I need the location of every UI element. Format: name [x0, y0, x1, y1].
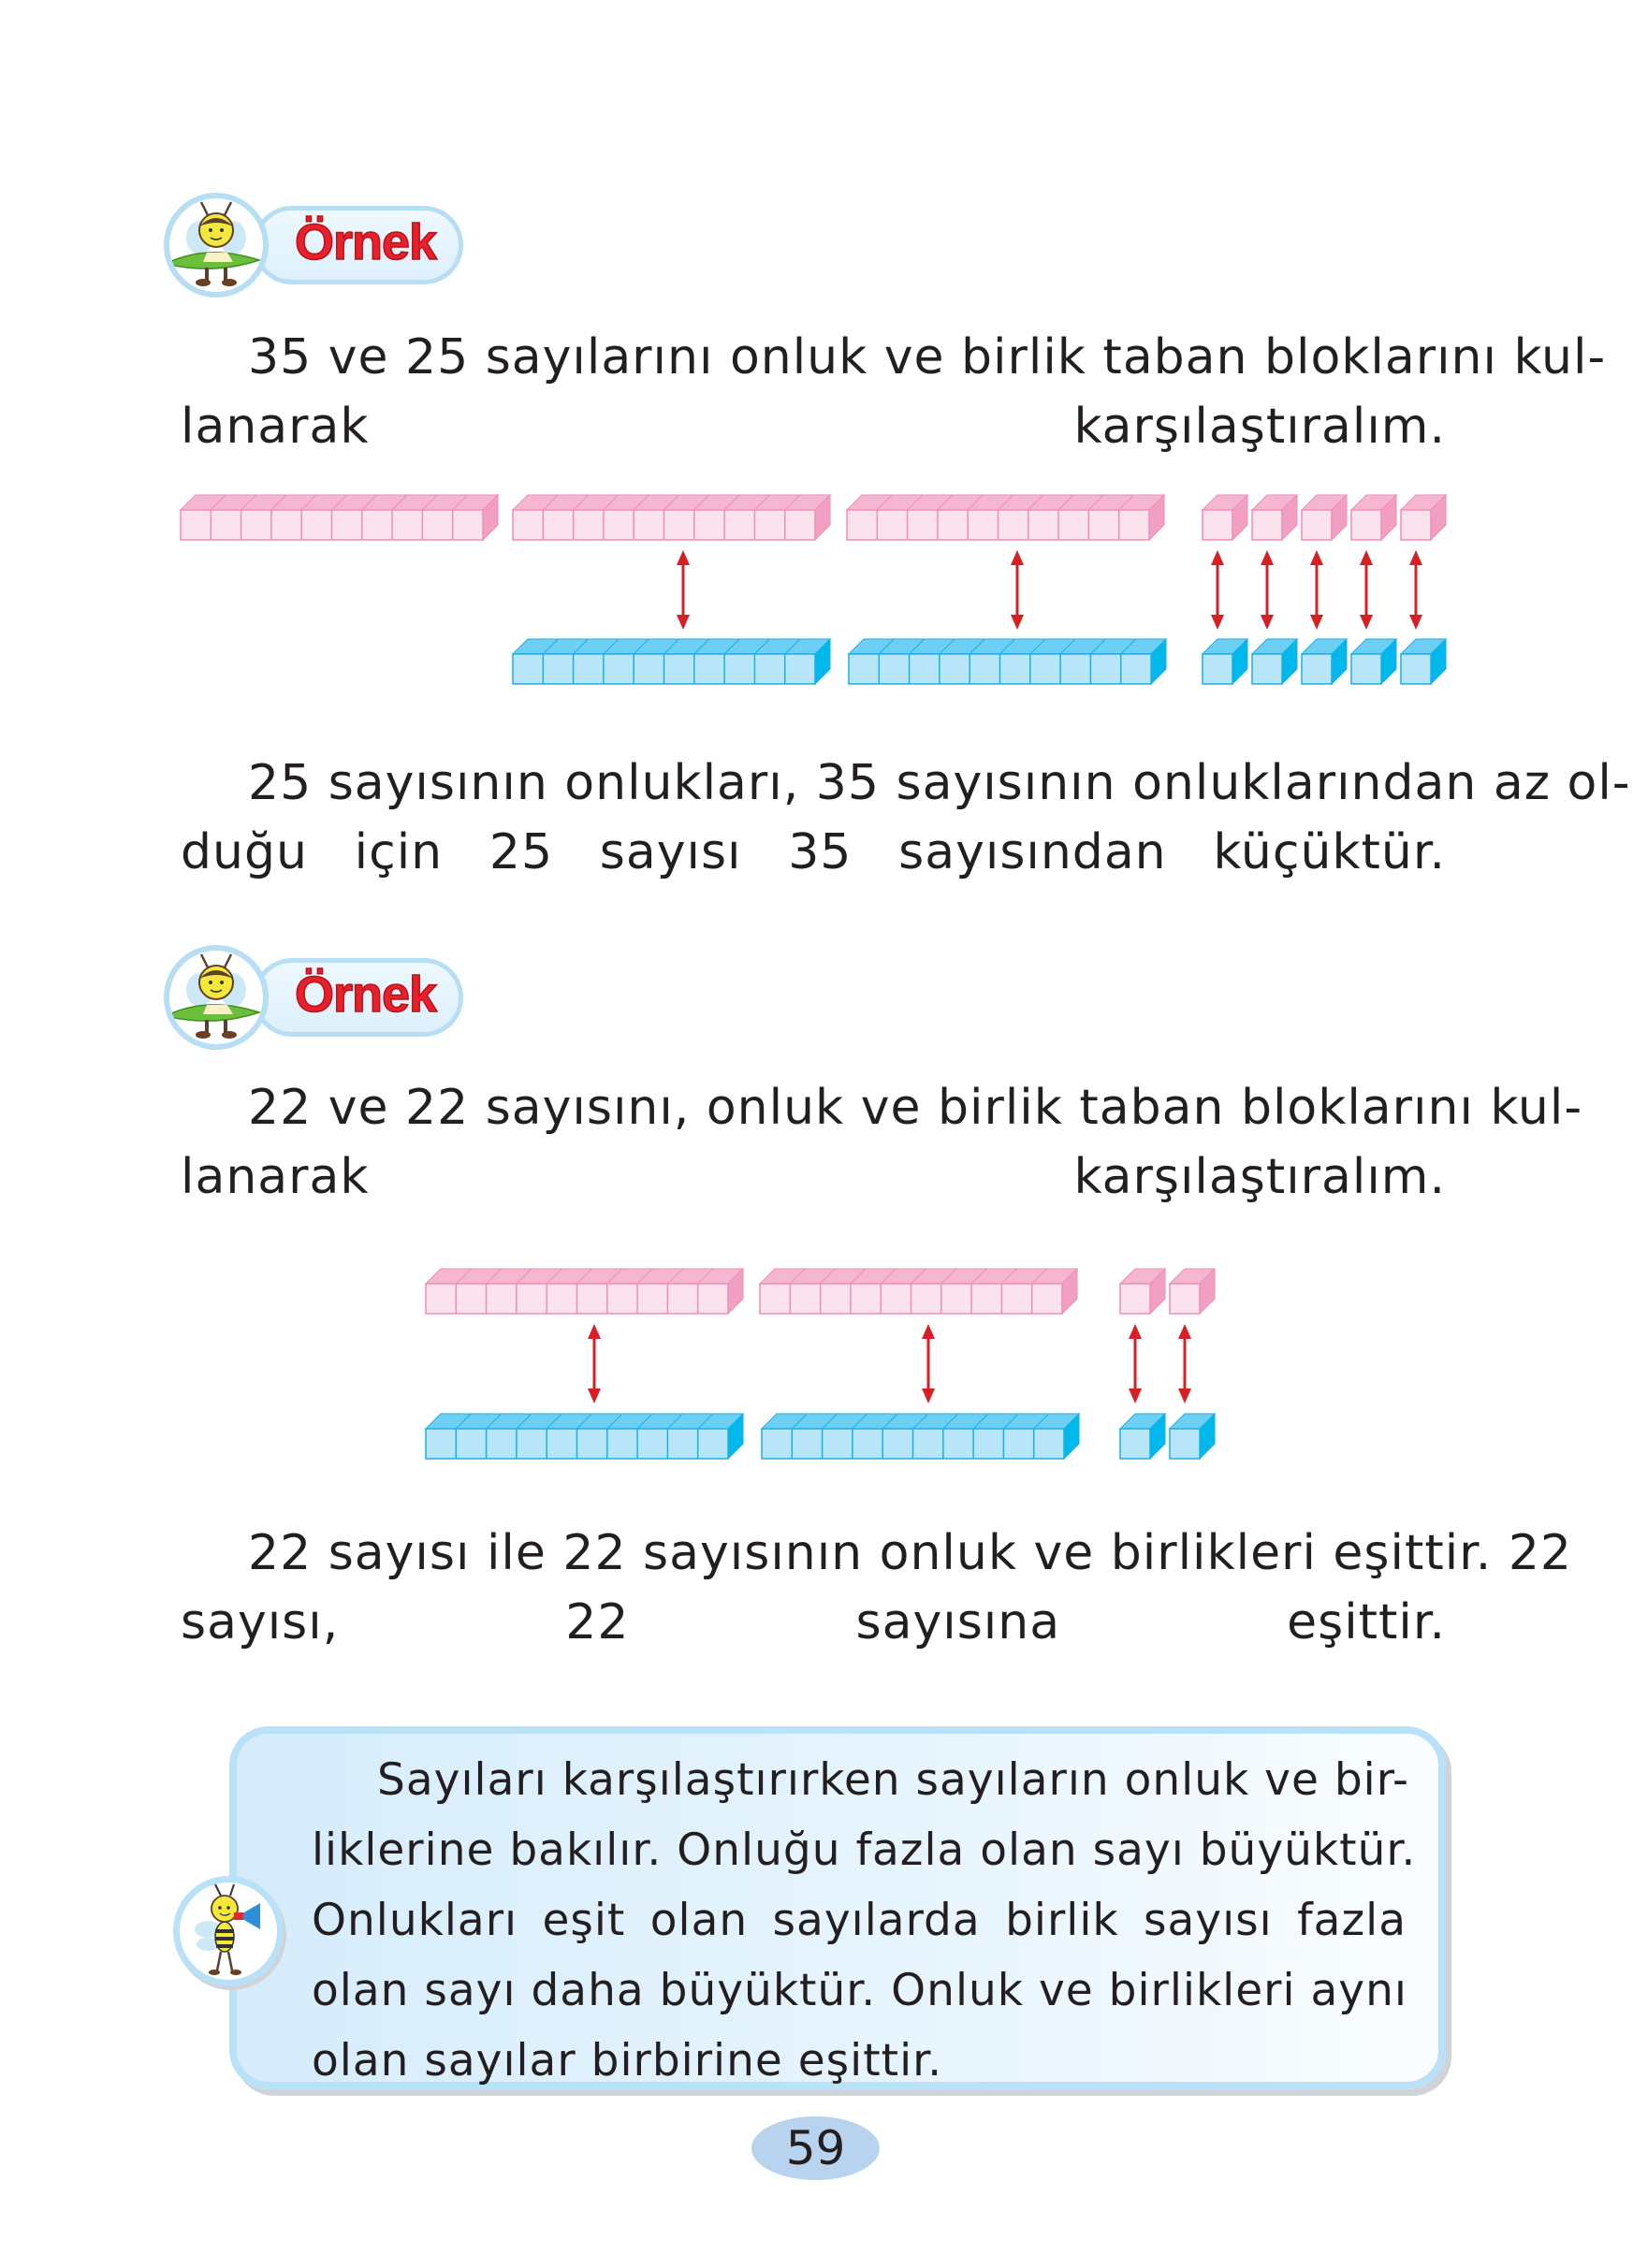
example-1-badge — [154, 193, 473, 305]
text-line: liklerine bakılır. Onluğu fazla olan sayı büyüktür. — [312, 1825, 1417, 1876]
example-1-intro — [181, 323, 1607, 461]
bee-writing-icon — [164, 945, 269, 1050]
base-ten-blocks-22-vs-22 — [412, 1256, 1254, 1476]
example-2-block-figure — [412, 1256, 1254, 1476]
example-1-conclusion — [181, 749, 1631, 887]
rule-info-box — [229, 1726, 1446, 2089]
page-number: 59 — [751, 2116, 880, 2180]
text-line: 22 ve 22 sayısını, onluk ve birlik taban bloklarını kul- — [248, 1080, 1583, 1136]
example-heading: Örnek — [295, 214, 437, 270]
base-ten-blocks-35-vs-25 — [168, 482, 1479, 702]
text-line: Onlukları eşit olan sayılarda birlik sayısı fazla — [312, 1895, 1407, 1946]
bee-writing-icon — [164, 193, 269, 298]
example-2-intro — [181, 1073, 1583, 1212]
bee-megaphone-icon — [173, 1876, 284, 1986]
text-line: olan sayı daha büyüktür. Onluk ve birlikleri aynı — [312, 1965, 1407, 2016]
text-line: lanarak karşılaştıralım. — [181, 399, 1446, 455]
text-line: duğu için 25 sayısı 35 sayısından küçüktür. — [181, 824, 1446, 880]
example-heading: Örnek — [295, 967, 437, 1023]
text-line: 22 sayısı ile 22 sayısının onluk ve birlikleri eşittir. 22 — [248, 1525, 1573, 1581]
text-line: 25 sayısının onlukları, 35 sayısının onluklarından az ol- — [248, 755, 1631, 811]
text-line: lanarak karşılaştıralım. — [181, 1149, 1446, 1205]
text-line: sayısı, 22 sayısına eşittir. — [181, 1594, 1446, 1650]
rule-text — [312, 1745, 1417, 2096]
text-line: olan sayılar birbirine eşittir. — [312, 2035, 943, 2086]
example-2-badge — [154, 945, 473, 1057]
text-line: Sayıları karşılaştırırken sayıların onluk ve bir- — [377, 1754, 1409, 1806]
example-1-block-figure — [168, 482, 1479, 702]
example-2-conclusion — [181, 1519, 1573, 1657]
text-line: 35 ve 25 sayılarını onluk ve birlik taban bloklarını kul- — [248, 329, 1607, 385]
